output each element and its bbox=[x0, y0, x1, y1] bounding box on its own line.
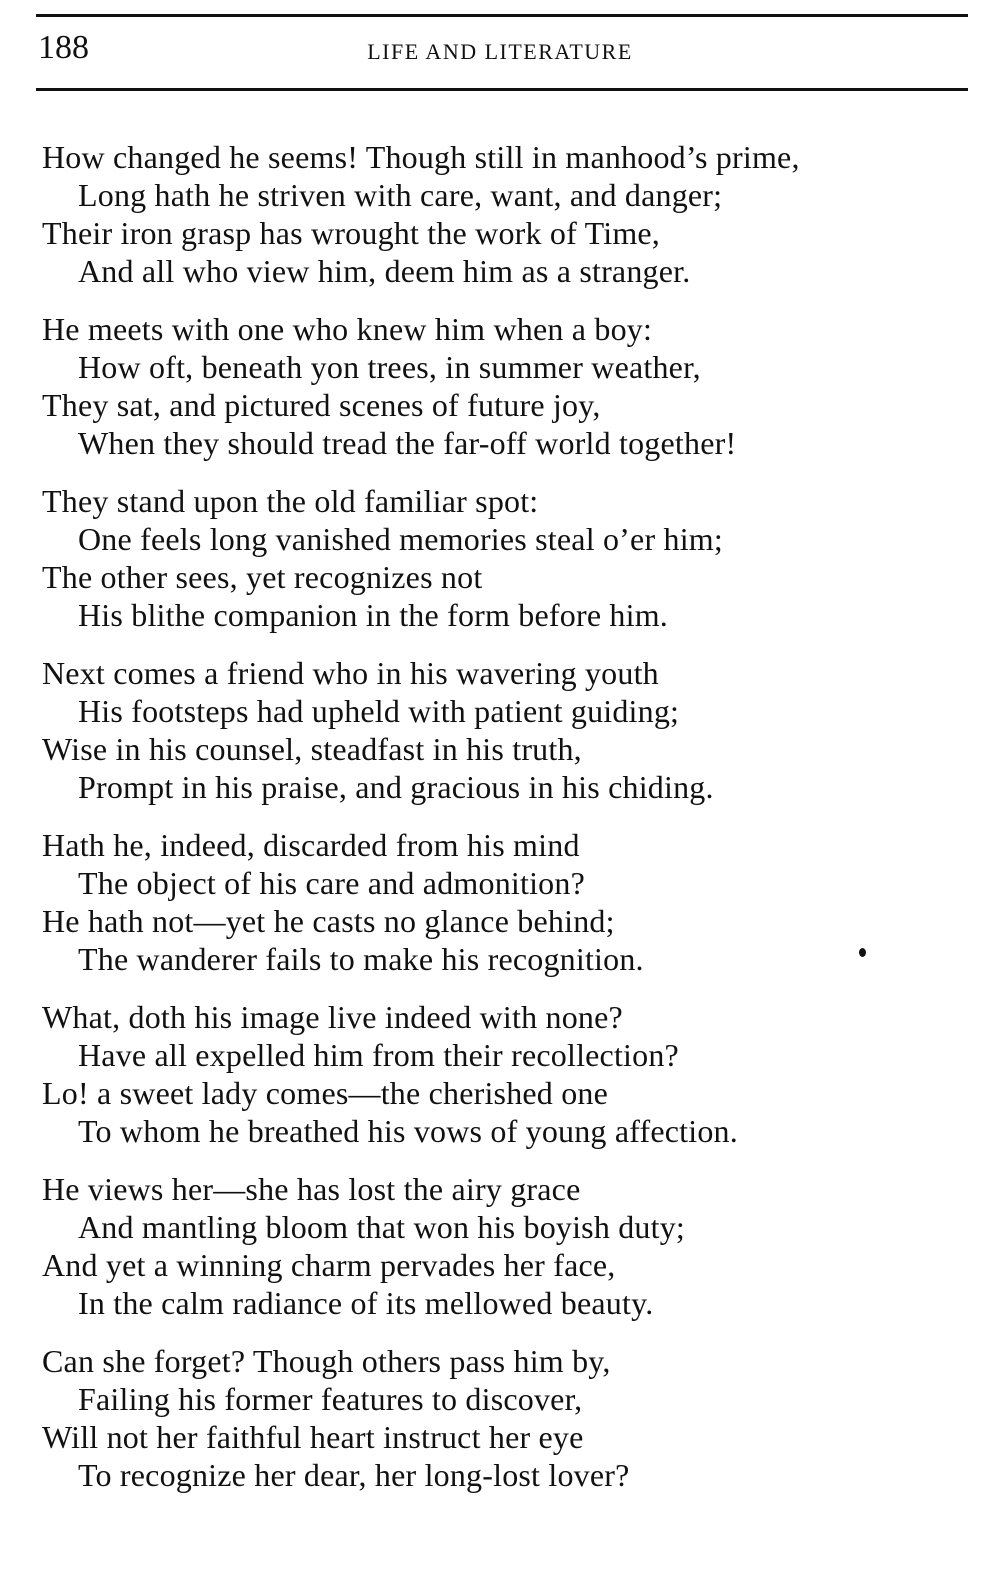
stanza-7 bbox=[42, 1170, 972, 1322]
poem-line: His footsteps had upheld with patient guiding; bbox=[78, 693, 680, 729]
poem-line: Failing his former features to discover, bbox=[78, 1381, 583, 1417]
poem-line: Wise in his counsel, steadfast in his truth, bbox=[42, 731, 582, 767]
poem-line: When they should tread the far-off world together! bbox=[78, 425, 737, 461]
poem-line: And all who view him, deem him as a stranger. bbox=[78, 253, 691, 289]
poem-line: His blithe companion in the form before him. bbox=[78, 597, 669, 633]
poem-line: He hath not—yet he casts no glance behind; bbox=[42, 903, 615, 939]
poem-line: Will not her faithful heart instruct her eye bbox=[42, 1419, 584, 1455]
poem-line: Prompt in his praise, and gracious in his chiding. bbox=[78, 769, 714, 805]
poem-line: And yet a winning charm pervades her face, bbox=[42, 1247, 616, 1283]
poem-line: The wanderer fails to make his recognition. bbox=[78, 941, 644, 977]
header-top-rule bbox=[36, 14, 968, 17]
poem-line: Hath he, indeed, discarded from his mind bbox=[42, 827, 580, 863]
stanza-8 bbox=[42, 1342, 972, 1494]
poem-line: Next comes a friend who in his wavering youth bbox=[42, 655, 659, 691]
poem-line: One feels long vanished memories steal o’er him; bbox=[78, 521, 723, 557]
poem-line: To whom he breathed his vows of young affection. bbox=[78, 1113, 738, 1149]
stanza-1 bbox=[42, 138, 972, 290]
poem-line: They stand upon the old familiar spot: bbox=[42, 483, 539, 519]
poem-line: Long hath he striven with care, want, and danger; bbox=[78, 177, 723, 213]
stanza-6 bbox=[42, 998, 972, 1150]
poem-line: Lo! a sweet lady comes—the cherished one bbox=[42, 1075, 609, 1111]
running-title: LIFE AND LITERATURE bbox=[367, 39, 633, 64]
page-number: 188 bbox=[38, 29, 89, 66]
stanza-4 bbox=[42, 654, 972, 806]
poem-line: What, doth his image live indeed with none? bbox=[42, 999, 623, 1035]
poem-line: The object of his care and admonition? bbox=[78, 865, 585, 901]
poem-line: They sat, and pictured scenes of future joy, bbox=[42, 387, 601, 423]
poem-body bbox=[42, 138, 972, 1514]
ink-speck bbox=[859, 948, 866, 957]
poem-line: In the calm radiance of its mellowed beauty. bbox=[78, 1285, 654, 1321]
stanza-2 bbox=[42, 310, 972, 462]
poem-line: How changed he seems! Though still in manhood’s prime, bbox=[42, 139, 800, 175]
poem-line: Their iron grasp has wrought the work of Time, bbox=[42, 215, 661, 251]
poem-line: And mantling bloom that won his boyish duty; bbox=[78, 1209, 686, 1245]
stanza-3 bbox=[42, 482, 972, 634]
poem-line: To recognize her dear, her long-lost lover? bbox=[78, 1457, 630, 1493]
poem-line: Have all expelled him from their recollection? bbox=[78, 1037, 679, 1073]
poem-line: He views her—she has lost the airy grace bbox=[42, 1171, 581, 1207]
poem-line: How oft, beneath yon trees, in summer weather, bbox=[78, 349, 701, 385]
header-bottom-rule bbox=[36, 88, 968, 91]
poem-line: Can she forget? Though others pass him by, bbox=[42, 1343, 611, 1379]
poem-line: The other sees, yet recognizes not bbox=[42, 559, 483, 595]
stanza-5 bbox=[42, 826, 972, 978]
poem-line: He meets with one who knew him when a boy: bbox=[42, 311, 653, 347]
